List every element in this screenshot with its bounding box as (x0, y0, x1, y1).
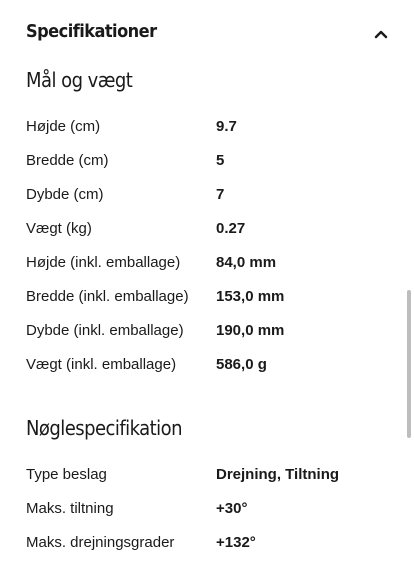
spec-value: +30° (216, 500, 248, 517)
spec-label: Maks. drejningsgrader (26, 534, 175, 551)
spec-value: 0.27 (216, 220, 246, 237)
spec-value: 586,0 g (216, 356, 267, 373)
spec-value: Drejning, Tiltning (216, 466, 340, 483)
spec-row-weight (0, 212, 414, 246)
chevron-up-icon (370, 25, 392, 43)
collapse-button[interactable] (370, 25, 392, 43)
spec-row-max-tilt (0, 492, 414, 526)
spec-value: 7 (216, 186, 225, 203)
spec-row-max-swivel (0, 526, 414, 560)
specifications-title: Specifikationer (26, 21, 157, 42)
spec-value: 190,0 mm (216, 322, 285, 339)
spec-label: Dybde (cm) (26, 186, 104, 203)
spec-row-depth (0, 178, 414, 212)
spec-label: Vægt (kg) (26, 220, 92, 237)
dimensions-section-title: Mål og vægt (26, 68, 133, 92)
spec-value: 84,0 mm (216, 254, 277, 271)
spec-value: 153,0 mm (216, 288, 285, 305)
spec-label: Vægt (inkl. emballage) (26, 356, 177, 373)
spec-row-height-packaged (0, 246, 414, 280)
spec-value: 9.7 (216, 118, 237, 135)
spec-label: Bredde (inkl. emballage) (26, 288, 189, 305)
spec-label: Højde (cm) (26, 118, 101, 135)
spec-row-width (0, 144, 414, 178)
spec-label: Maks. tiltning (26, 500, 114, 517)
scrollbar-thumb[interactable] (407, 290, 411, 438)
spec-value: 5 (216, 152, 225, 169)
spec-row-weight-packaged (0, 348, 414, 382)
spec-value: +132° (216, 534, 256, 551)
key-specs-section-title: Nøglespecifikation (26, 416, 182, 440)
scrollbar[interactable] (405, 0, 414, 575)
spec-row-height (0, 110, 414, 144)
specifications-header[interactable] (0, 0, 414, 66)
spec-label: Type beslag (26, 466, 107, 483)
spec-label: Højde (inkl. emballage) (26, 254, 181, 271)
spec-row-depth-packaged (0, 314, 414, 348)
spec-row-width-packaged (0, 280, 414, 314)
spec-row-mount-type (0, 458, 414, 492)
spec-label: Bredde (cm) (26, 152, 109, 169)
spec-label: Dybde (inkl. emballage) (26, 322, 184, 339)
